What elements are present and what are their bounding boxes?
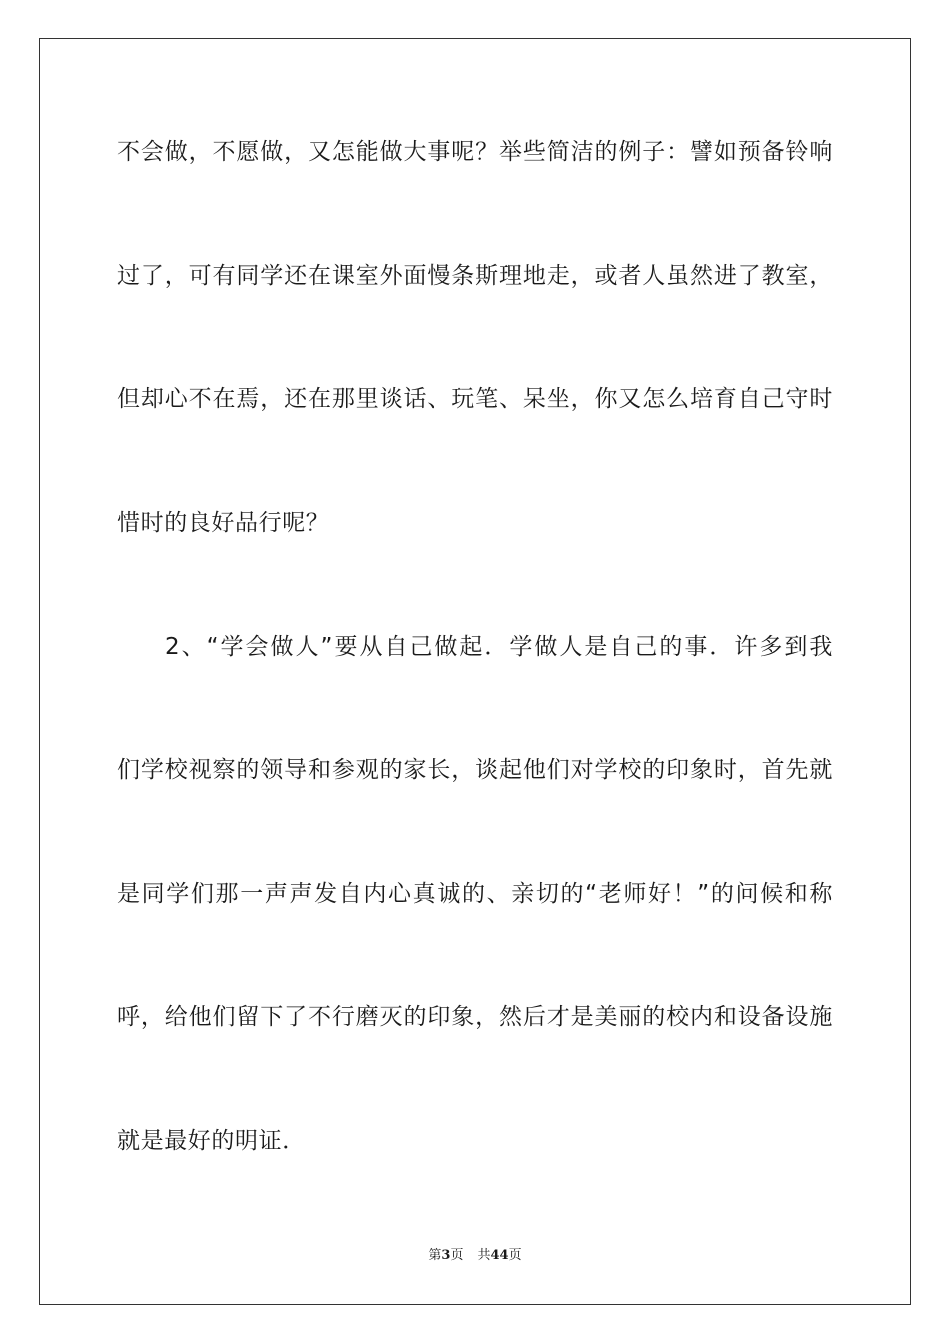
text-line-8: 呼，给他们留下了不行磨灭的印象，然后才是美丽的校内和设备设施 xyxy=(117,1004,833,1030)
footer-page-number: 3 xyxy=(441,1248,451,1263)
footer-page-prefix: 第 xyxy=(428,1248,442,1263)
text-line-5: 2、“学会做人”要从自己做起．学做人是自己的事．许多到我 xyxy=(165,634,833,660)
text-line-1: 不会做，不愿做，又怎能做大事呢？举些简洁的例子：譬如预备铃响 xyxy=(117,139,833,165)
text-line-9: 就是最好的明证． xyxy=(117,1128,306,1154)
text-line-3: 但却心不在焉，还在那里谈话、玩笔、呆坐，你又怎么培育自己守时 xyxy=(117,386,833,412)
footer-total-suffix: 页 xyxy=(508,1248,522,1263)
footer-total-prefix: 共 xyxy=(477,1248,491,1263)
footer-total-pages: 44 xyxy=(490,1248,509,1263)
page-footer xyxy=(0,1247,950,1265)
footer-page-suffix: 页 xyxy=(450,1248,464,1263)
text-line-6: 们学校视察的领导和参观的家长，谈起他们对学校的印象时，首先就 xyxy=(117,757,833,783)
text-line-7: 是同学们那一声声发自内心真诚的、亲切的“老师好！”的问候和称 xyxy=(117,881,833,907)
page-border xyxy=(39,38,911,1305)
text-line-2: 过了，可有同学还在课室外面慢条斯理地走，或者人虽然进了教室， xyxy=(117,263,833,289)
text-line-4: 惜时的良好品行呢？ xyxy=(117,510,330,536)
